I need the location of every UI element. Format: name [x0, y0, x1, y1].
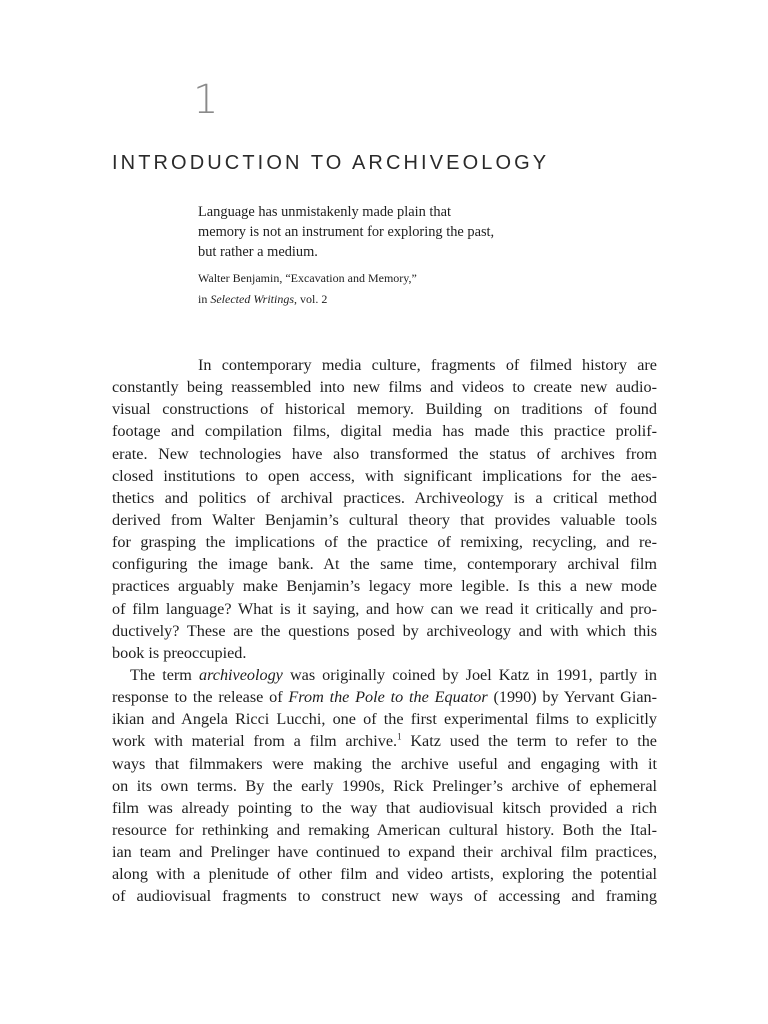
footnote-marker[interactable]: 1: [397, 732, 402, 742]
body-line: practices arguably make Benjamin’s legacy more legible. Is this a new mode: [112, 577, 657, 596]
body-line: constantly being reassembled into new films and videos to create new audio-: [112, 378, 657, 397]
body-line: closed institutions to open access, with significant implications for the aes-: [112, 466, 657, 485]
body-line: of audiovisual fragments to construct new ways of accessing and framing: [112, 887, 657, 906]
term-archiveology: archiveology: [198, 665, 283, 684]
attribution-book-title: Selected Writings: [210, 292, 294, 306]
body-line: thetics and politics of archival practices. Archiveology is a critical method: [112, 488, 657, 507]
body-line: erate. New technologies have also transformed the status of archives from: [112, 444, 657, 463]
body-line: [112, 686, 657, 708]
body-line: footage and compilation films, digital media has made this practice prolif-: [112, 422, 657, 441]
epigraph-quote: [198, 202, 538, 262]
body-line: ian team and Prelinger have continued to expand their archival film practices,: [112, 843, 657, 862]
body-line: ductively? These are the questions posed by archiveology and with which this: [112, 621, 657, 640]
body-line: film was already pointing to the way that audiovisual kitsch provided a rich: [112, 798, 657, 817]
chapter-title: INTRODUCTION TO ARCHIVEOLOGY: [112, 152, 550, 174]
epigraph-quote-line: but rather a medium.: [198, 244, 318, 260]
body-line: of film language? What is it saying, and how can we read it critically and pro-: [112, 599, 657, 618]
attribution-suffix: , vol. 2: [294, 292, 328, 306]
body-text: [112, 354, 657, 908]
body-line: book is preoccupied.: [112, 643, 247, 662]
epigraph-attribution: [198, 268, 538, 310]
text-run: (1990) by Yervant Gian-: [487, 688, 657, 707]
body-line: derived from Walter Benjamin’s cultural theory that provides valuable tools: [112, 510, 657, 529]
attribution-line: Walter Benjamin, “Excavation and Memory,”: [198, 271, 417, 285]
film-title: From the Pole to the Equator: [288, 688, 488, 707]
epigraph-quote-line: Language has unmistakenly made plain that: [198, 204, 451, 220]
body-line: ways that filmmakers were making the archive useful and engaging with it: [112, 754, 657, 773]
text-run: was originally coined by Joel Katz in 1991, partly in: [282, 665, 657, 684]
text-run: response to the release of: [112, 688, 289, 707]
chapter-number: 1: [193, 77, 219, 123]
body-line: [112, 664, 657, 686]
epigraph: [198, 202, 538, 310]
body-line: along with a plenitude of other film and video artists, exploring the potential: [112, 865, 657, 884]
body-line: configuring the image bank. At the same time, contemporary archival film: [112, 555, 657, 574]
epigraph-quote-line: memory is not an instrument for exploring the past,: [198, 224, 495, 240]
body-line: for grasping the implications of the practice of remixing, recycling, and re-: [112, 533, 657, 552]
body-line: ikian and Angela Ricci Lucchi, one of the first experimental films to explicitly: [112, 710, 657, 729]
body-line: on its own terms. By the early 1990s, Rick Prelinger’s archive of ephemeral: [112, 776, 657, 795]
text-run: work with material from a film archive.: [112, 732, 398, 751]
text-run: Katz used the term to refer to the: [401, 732, 657, 751]
attribution-prefix: in: [198, 292, 211, 306]
body-line: [112, 730, 657, 752]
body-line: visual constructions of historical memory. Building on traditions of found: [112, 400, 657, 419]
attribution-line: [198, 289, 538, 310]
text-run: The term: [130, 665, 199, 684]
body-line: resource for rethinking and remaking American cultural history. Both the Ital-: [112, 820, 657, 839]
body-line: In contemporary media culture, fragments of filmed history are: [198, 356, 657, 374]
